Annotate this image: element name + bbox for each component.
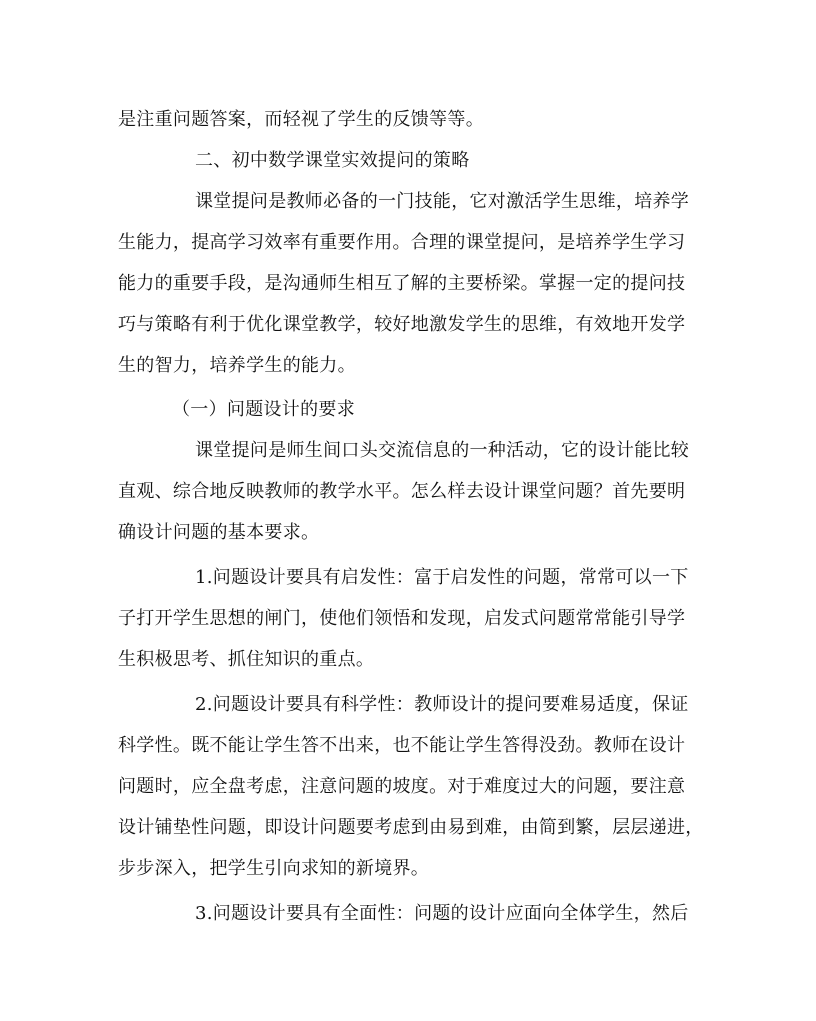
text-line xyxy=(0,270,816,298)
text-line xyxy=(0,478,816,506)
text-line-content: 能力的重要手段，是沟通师生相互了解的主要桥梁。掌握一定的提问技 xyxy=(118,273,686,294)
text-line-content: 直观、综合地反映教师的教学水平。怎么样去设计课堂问题？首先要明 xyxy=(118,481,686,502)
text-line xyxy=(0,311,816,339)
text-line-content: 1.问题设计要具有启发性：富于启发性的问题，常常可以一下 xyxy=(195,567,689,588)
text-line-content: 科学性。既不能让学生答不出来，也不能让学生答得没劲。教师在设计 xyxy=(118,735,686,756)
text-line xyxy=(0,855,816,883)
text-line xyxy=(0,188,816,216)
text-line-content: 步步深入，把学生引向求知的新境界。 xyxy=(118,858,430,879)
text-line-content: 课堂提问是教师必备的一门技能，它对激活学生思维，培养学 xyxy=(195,191,690,212)
subsection-heading-text: （一）问题设计的要求 xyxy=(172,399,355,420)
text-line-content: 生积极思考、抓住知识的重点。 xyxy=(118,649,375,670)
text-line xyxy=(0,773,816,801)
text-line xyxy=(0,437,816,465)
section-heading xyxy=(0,147,816,175)
text-line xyxy=(0,605,816,633)
text-line-content: 问题时，应全盘考虑，注意问题的坡度。对于难度过大的问题，要注意 xyxy=(118,776,686,797)
text-line xyxy=(0,646,816,674)
text-line-content: 3.问题设计要具有全面性：问题的设计应面向全体学生，然后 xyxy=(195,903,689,924)
text-line xyxy=(0,564,816,592)
section-heading-text: 二、初中数学课堂实效提问的策略 xyxy=(195,150,470,171)
text-line-content: 生的智力，培养学生的能力。 xyxy=(118,355,356,376)
text-line-content: 生能力，提高学习效率有重要作用。合理的课堂提问，是培养学生学习 xyxy=(118,232,686,253)
subsection-heading xyxy=(0,396,816,424)
text-line-content: 确设计问题的基本要求。 xyxy=(118,522,320,543)
text-line-content: 设计铺垫性问题，即设计问题要考虑到由易到难，由简到繁，层层递进， xyxy=(118,817,704,838)
text-line xyxy=(0,352,816,380)
text-line xyxy=(0,732,816,760)
text-line xyxy=(0,106,816,134)
text-line xyxy=(0,900,816,928)
text-line-content: 2.问题设计要具有科学性：教师设计的提问要难易适度，保证 xyxy=(195,694,689,715)
text-line-content: 子打开学生思想的闸门，使他们领悟和发现，启发式问题常常能引导学 xyxy=(118,608,686,629)
text-line xyxy=(0,691,816,719)
text-line-content: 巧与策略有利于优化课堂教学，较好地激发学生的思维，有效地开发学 xyxy=(118,314,686,335)
text-line xyxy=(0,229,816,257)
text-line-content: 是注重问题答案，而轻视了学生的反馈等等。 xyxy=(118,109,484,130)
text-line xyxy=(0,814,816,842)
text-line xyxy=(0,519,816,547)
text-line-content: 课堂提问是师生间口头交流信息的一种活动，它的设计能比较 xyxy=(195,440,690,461)
